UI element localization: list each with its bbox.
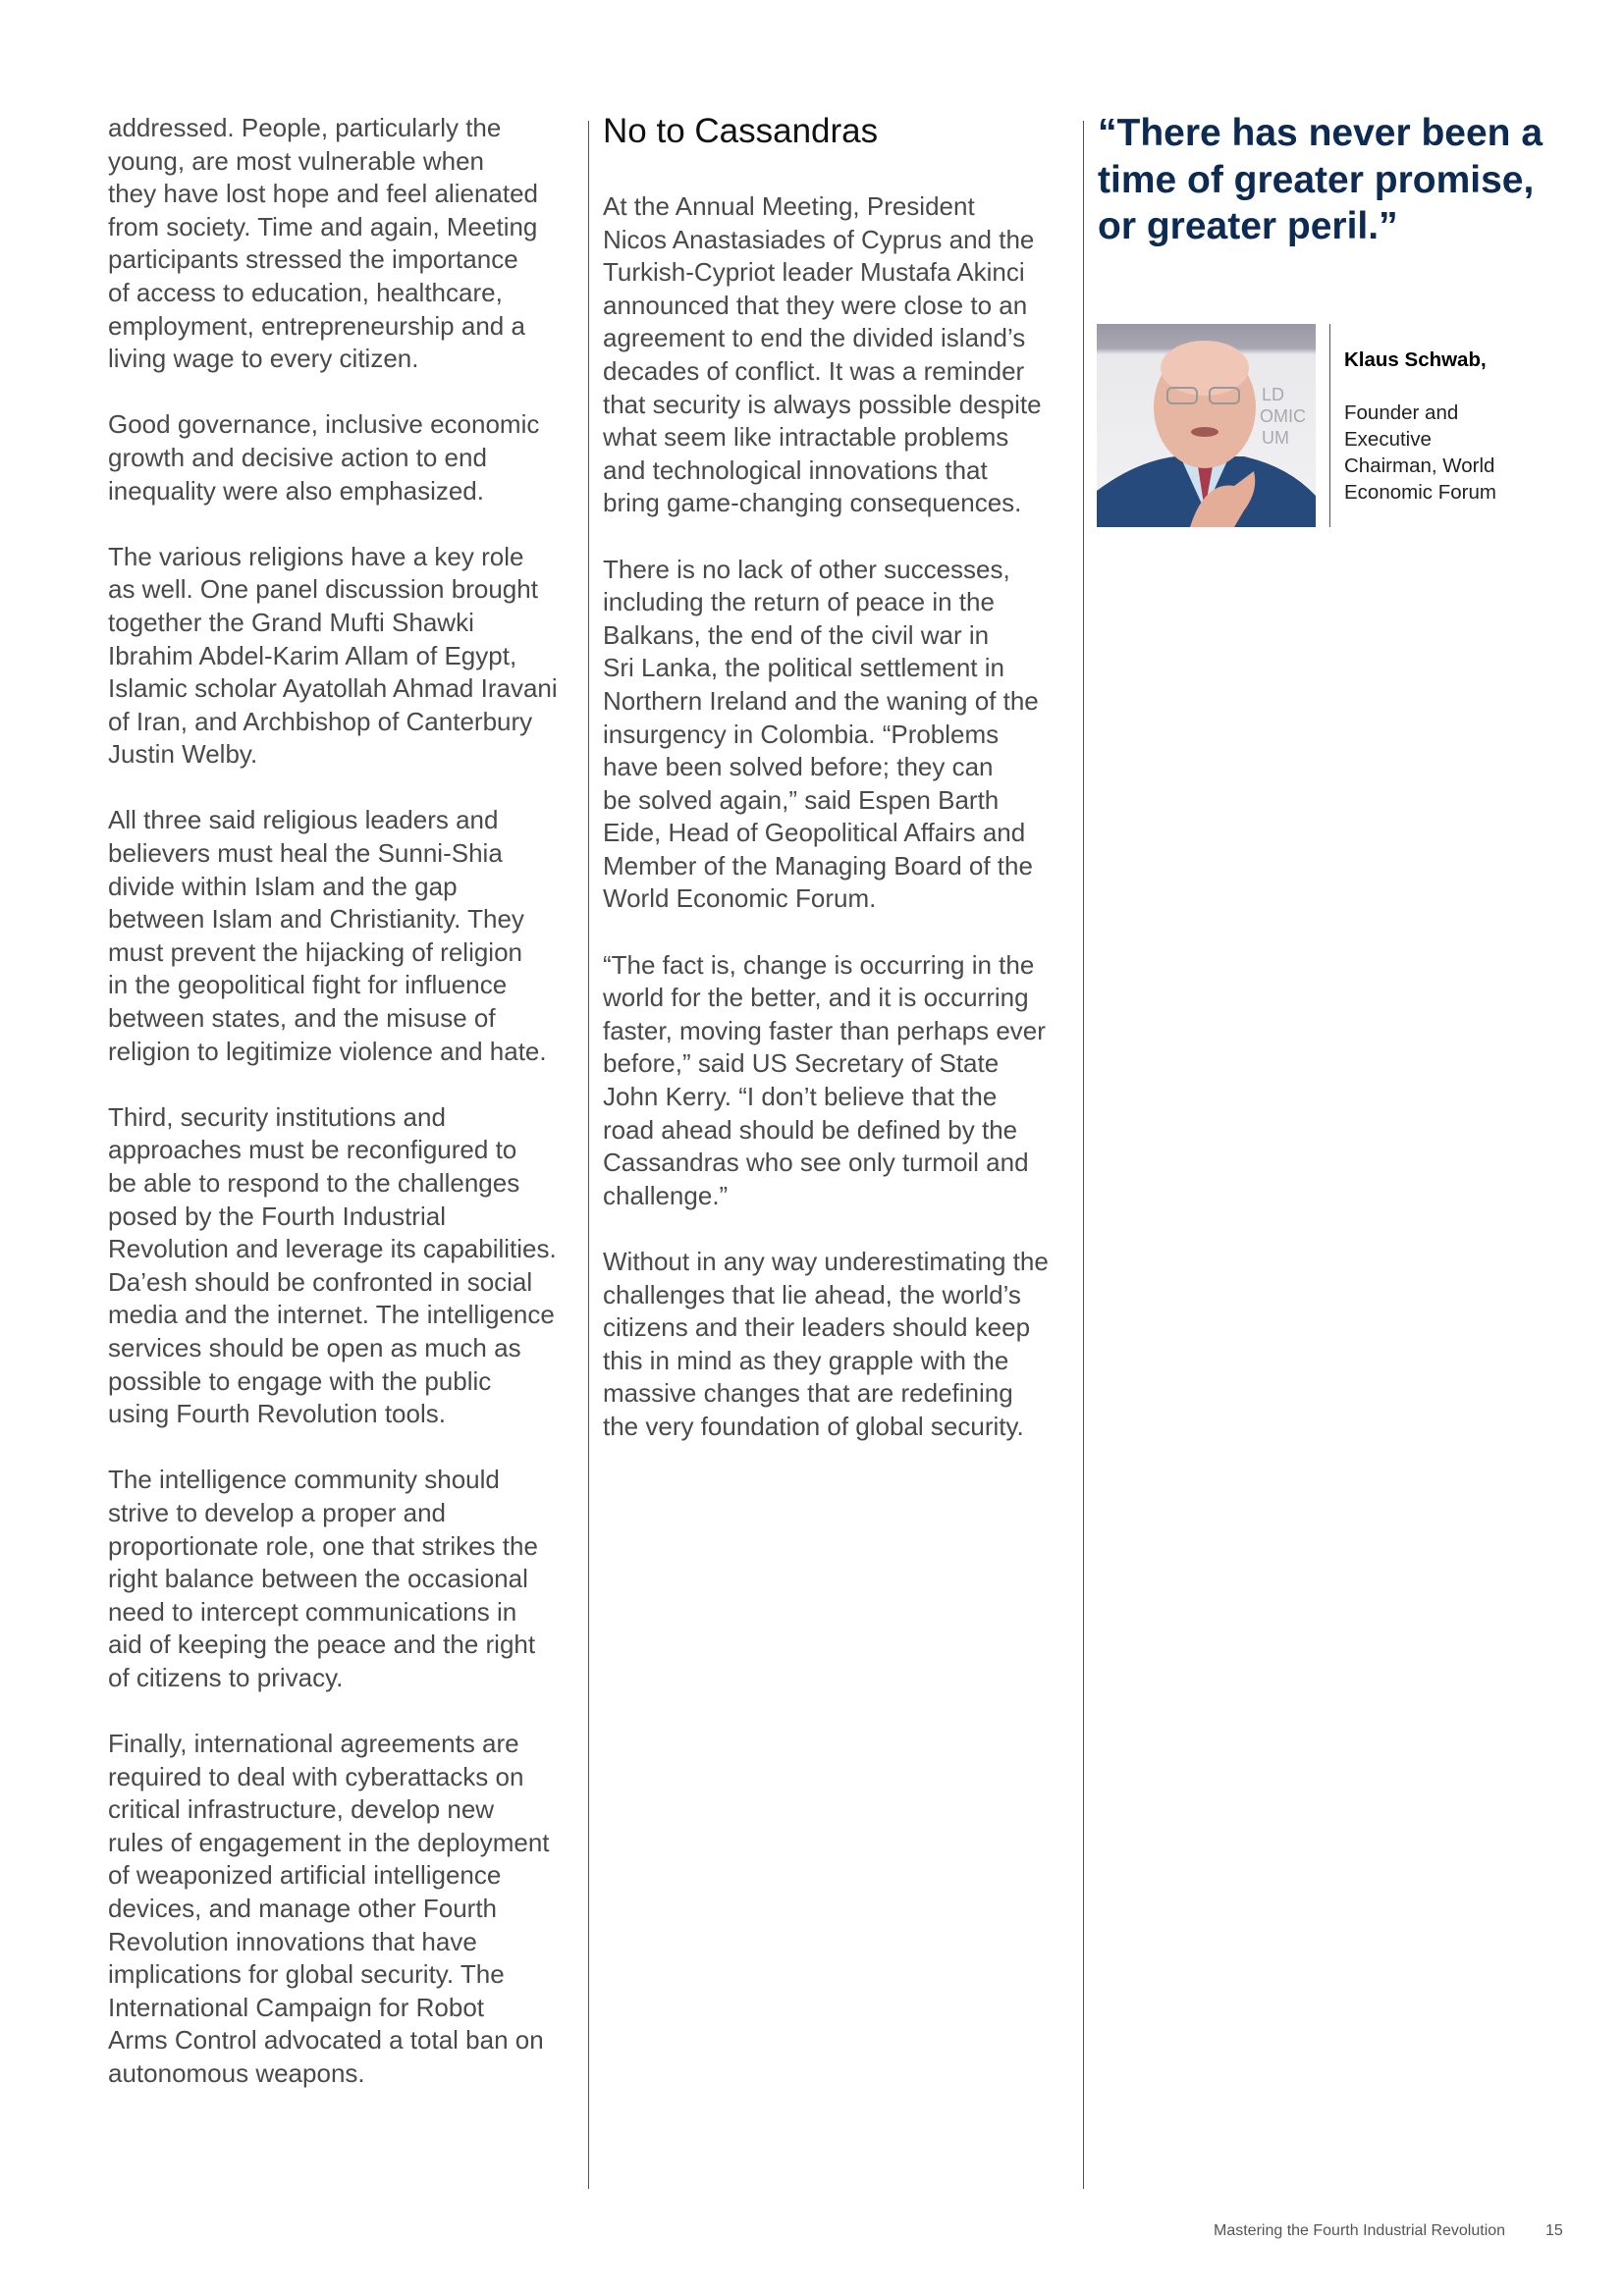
backdrop-text: UM [1262, 428, 1289, 448]
column-divider [588, 121, 589, 2189]
paragraph: At the Annual Meeting, President Nicos Anastasiades of Cyprus and the Turkish-Cypriot leader Mustafa Akinci announced that they were close to an agreement to end the divided island’s decades of conflict. It was a reminder that security is always possible despite what seem like intractable problems and technological innovations that bring game-changing consequences. [603, 191, 1042, 518]
paragraph: “The fact is, change is occurring in the world for the better, and it is occurring faster, moving faster than perhaps ever before,” said US Secretary of State John Kerry. “I don’t believe that the road ahead should be defined by the Cassandras who see only turmoil and challenge.” [603, 949, 1046, 1210]
column-divider [1083, 121, 1084, 2189]
paragraph: Good governance, inclusive economic growth and decisive action to end inequality were also emphasized. [108, 409, 540, 506]
body-column-2 [603, 112, 1074, 1476]
backdrop-text: OMIC [1260, 406, 1306, 426]
body-column-1 [108, 112, 579, 2123]
paragraph: All three said religious leaders and believers must heal the Sunni-Shia divide within Islam and the gap between Islam and Christianity. They must prevent the hijacking of religion in the geopolitical fight for influence between states, and the misuse of religion to legitimize violence and hate. [108, 805, 547, 1066]
paragraph: Without in any way underestimating the challenges that lie ahead, the world’s citizens and their leaders should keep this in mind as they grapple with the massive changes that are redefining the very foundation of global security. [603, 1247, 1049, 1441]
section-heading: No to Cassandras [603, 112, 879, 150]
caption-name: Klaus Schwab, [1344, 348, 1487, 371]
paragraph: Finally, international agreements are required to deal with cyberattacks on critical infrastructure, develop new rules of engagement in the deployment of weaponized artificial intelligence devices, and manage other Fourth Revolution innovations that have implications for global security. The International Campaign for Robot Arms Control advocated a total ban on autonomous weapons. [108, 1729, 550, 2089]
paragraph: The various religions have a key role as well. One panel discussion brought together the Grand Mufti Shawki Ibrahim Abdel-Karim Allam of Egypt, Islamic scholar Ayatollah Ahmad Iravani of Iran, and Archbishop of Canterbury Justin Welby. [108, 541, 558, 770]
photo-caption [1344, 320, 1609, 506]
pull-quote: “There has never been a time of greater promise, or greater peril.” [1098, 112, 1543, 247]
paragraph: addressed. People, particularly the young, are most vulnerable when they have lost hope and feel alienated from society. Time and again, Meeting participants stressed the importance of access to education, healthcare, employment, entrepreneurship and a living wage to every citizen. [108, 113, 539, 374]
caption-divider [1329, 324, 1330, 527]
paragraph: There is no lack of other successes, including the return of peace in the Balkans, the end of the civil war in Sri Lanka, the political settlement in Northern Ireland and the waning of the insurgency in Colombia. “Problems have been solved before; they can be solved again,” said Espen Barth Eide, Head of Geopolitical Affairs and Member of the Managing Board of the World Economic Forum. [603, 554, 1039, 914]
paragraph: Third, security institutions and approaches must be reconfigured to be able to respond to the challenges posed by the Fourth Industrial Revolution and leverage its capabilities. Da’esh should be confronted in social media and the internet. The intelligence services should be open as much as possible to engage with the public using Fourth Revolution tools. [108, 1101, 557, 1429]
caption-title: Founder and Executive Chairman, World Economic Forum [1344, 401, 1496, 504]
paragraph: The intelligence community should strive to develop a proper and proportionate role, one that strikes the right balance between the occasional need to intercept communications in aid of keeping the peace and the right of citizens to privacy. [108, 1465, 538, 1692]
portrait-photo [1097, 324, 1316, 527]
backdrop-text: LD [1262, 385, 1285, 404]
footer-title: Mastering the Fourth Industrial Revolution [1214, 2222, 1506, 2239]
page-number: 15 [1545, 2222, 1563, 2239]
